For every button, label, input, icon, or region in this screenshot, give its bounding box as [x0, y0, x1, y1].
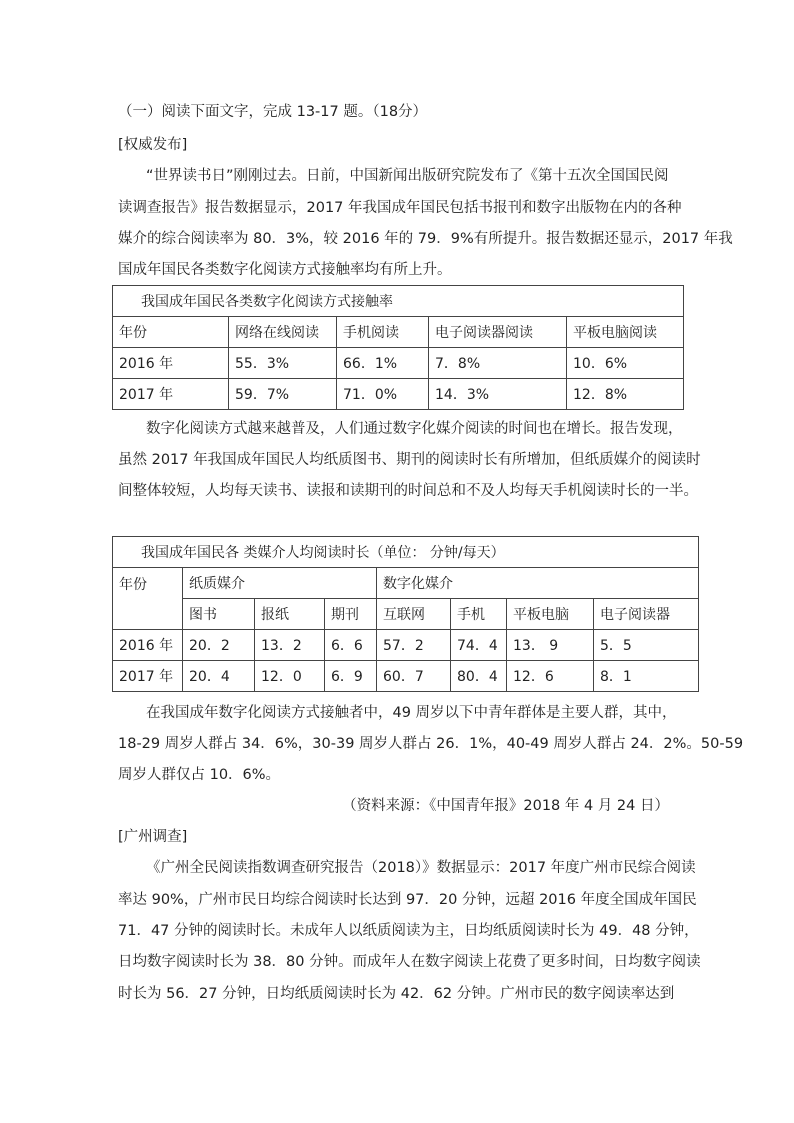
table-cell: 5．5	[594, 630, 699, 661]
table-cell: 2016 年	[113, 348, 229, 379]
paragraph-line: 71．47 分钟的阅读时长。未成年人以纸质阅读为主，日均纸质阅读时长为 49．48 分钟，	[118, 923, 699, 939]
table-cell: 60．7	[377, 661, 451, 692]
table-header: 手机阅读	[337, 317, 429, 348]
table-row	[113, 630, 699, 661]
section-label-authority: [权威发布]	[118, 137, 188, 153]
paragraph-line: 国成年国民各类数字化阅读方式接触率均有所上升。	[118, 262, 452, 278]
table-cell: 13． 9	[507, 630, 594, 661]
table-cell: 10．6%	[567, 348, 684, 379]
table-header: 报纸	[255, 599, 325, 630]
table-header: 平板电脑阅读	[567, 317, 684, 348]
table-cell: 57．2	[377, 630, 451, 661]
table-subheader-row	[113, 599, 699, 630]
table-row	[113, 348, 684, 379]
table-cell: 8．1	[594, 661, 699, 692]
table-cell: 80．4	[451, 661, 507, 692]
media-reading-time-table	[112, 536, 699, 692]
table-cell: 12．8%	[567, 379, 684, 410]
table-cell: 2017 年	[113, 661, 183, 692]
table-cell: 2017 年	[113, 379, 229, 410]
table-group-header: 纸质媒介	[183, 568, 377, 599]
table-header: 图书	[183, 599, 255, 630]
paragraph-line: 率达 90%，广州市民日均综合阅读时长达到 97．20 分钟，远超 2016 年度全国成年国民	[118, 892, 697, 908]
table-cell: 14．3%	[429, 379, 567, 410]
table-row	[113, 661, 699, 692]
table-cell: 6．9	[325, 661, 377, 692]
paragraph-line: 读调查报告》报告数据显示，2017 年我国成年国民包括书报刊和数字出版物在内的各种	[118, 200, 682, 216]
table-header: 网络在线阅读	[229, 317, 337, 348]
table-cell: 55．3%	[229, 348, 337, 379]
table-group-header: 数字化媒介	[377, 568, 699, 599]
table-header: 电子阅读器	[594, 599, 699, 630]
table-header: 电子阅读器阅读	[429, 317, 567, 348]
table-cell: 2016 年	[113, 630, 183, 661]
question-header: （一）阅读下面文字，完成 13-17 题。（18分）	[118, 104, 428, 120]
paragraph-line: 时长为 56．27 分钟，日均纸质阅读时长为 42．62 分钟。广州市民的数字阅读率达到	[118, 986, 675, 1002]
source-citation: （资料来源：《中国青年报》2018 年 4 月 24 日）	[342, 798, 669, 814]
table-header: 平板电脑	[507, 599, 594, 630]
table-header: 期刊	[325, 599, 377, 630]
paragraph-line: 18-29 周岁人群占 34．6%，30-39 周岁人群占 26．1%，40-49 周岁人群占 24．2%。50-59	[118, 736, 744, 752]
table-header: 年份	[113, 317, 229, 348]
paragraph-line: 日均数字阅读时长为 38．80 分钟。而成年人在数字阅读上花费了更多时间，日均数字阅读	[118, 954, 701, 970]
paragraph-line: “世界读书日”刚刚过去。日前，中国新闻出版研究院发布了《第十五次全国国民阅	[146, 168, 669, 184]
table-row	[113, 379, 684, 410]
table-cell: 66．1%	[337, 348, 429, 379]
table-cell: 6．6	[325, 630, 377, 661]
paragraph-line: 在我国成年数字化阅读方式接触者中，49 周岁以下中青年群体是主要人群，其中，	[146, 705, 677, 721]
table-cell: 74．4	[451, 630, 507, 661]
table-cell: 7．8%	[429, 348, 567, 379]
table-title: 我国成年国民各 类媒介人均阅读时长（单位： 分钟/每天）	[113, 537, 699, 568]
paragraph-line: 媒介的综合阅读率为 80．3%，较 2016 年的 79．9%有所提升。报告数据还显示，2017 年我	[118, 231, 733, 247]
table-cell: 59．7%	[229, 379, 337, 410]
table-header-row	[113, 568, 699, 599]
table-header: 年份	[113, 568, 183, 630]
paragraph-line: 虽然 2017 年我国成年国民人均纸质图书、期刊的阅读时长有所增加，但纸质媒介的阅读时	[118, 452, 701, 468]
table-cell: 71．0%	[337, 379, 429, 410]
paragraph-line: 《广州全民阅读指数调查研究报告（2018）》数据显示：2017 年度广州市民综合阅读	[146, 860, 696, 876]
paragraph-line: 数字化阅读方式越来越普及，人们通过数字化媒介阅读的时间也在增长。报告发现，	[146, 421, 683, 437]
table-header: 互联网	[377, 599, 451, 630]
table-header-row	[113, 317, 684, 348]
table-header: 手机	[451, 599, 507, 630]
paragraph-line: 周岁人群仅占 10．6%。	[118, 767, 281, 783]
table-cell: 13．2	[255, 630, 325, 661]
digital-reading-contact-rate-table	[112, 285, 684, 410]
table-cell: 12．6	[507, 661, 594, 692]
section-label-guangzhou: [广州调查]	[118, 829, 188, 845]
table-title: 我国成年国民各类数字化阅读方式接触率	[113, 286, 684, 317]
paragraph-line: 间整体较短，人均每天读书、读报和读期刊的时间总和不及人均每天手机阅读时长的一半。	[118, 483, 698, 499]
table-cell: 20．4	[183, 661, 255, 692]
table-cell: 12．0	[255, 661, 325, 692]
table-cell: 20．2	[183, 630, 255, 661]
